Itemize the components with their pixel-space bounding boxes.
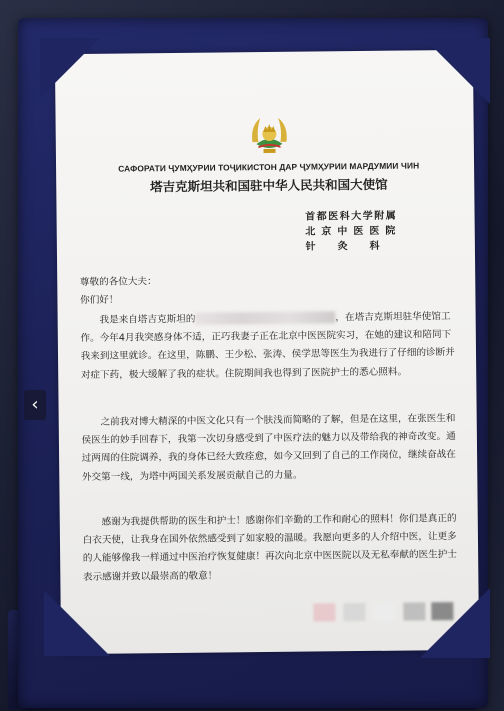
letter-paragraph: 之前我对博大精深的中医文化只有一个肤浅而简略的了解，但是在这里，在张医生和侯医生的妙手回春下，我第一次切身感受到了中医疗法的魅力以及带给我的神奇改变。通过两周的住院调养，我的身体已经大致痊愈，如今又回到了自己的工作岗位，继续奋战在外交第一线，为塔中两国关系发展贡献自己的力量。 xyxy=(81,413,456,483)
greeting: 你们好！ xyxy=(80,294,119,306)
tajikistan-emblem-icon xyxy=(246,112,292,156)
redacted-name xyxy=(195,311,335,324)
chevron-left-icon[interactable]: ‹ xyxy=(24,390,46,420)
recipient-line: 北京中医医院 xyxy=(305,225,402,238)
embassy-header-chinese: 塔吉克斯坦共和国驻中华人民共和国大使馆 xyxy=(150,176,388,195)
recipient-block xyxy=(305,208,465,255)
letter-paragraph xyxy=(80,308,461,385)
recipient-line: 针灸科 xyxy=(305,240,402,253)
redacted-signature xyxy=(313,598,463,628)
paragraph-text: ，在塔吉克斯坦驻华使馆工作。今年4月我突感身体不适，正巧我妻子正在北京中医医院实习，在她的建议和陪同下我来到这里就诊。在这里，陈鹏、王少松、张涛、侯学思等医生为我进行了仔细的诊断并对症下药，极大缓解了我的症状。住院期间我也得到了医院护士的悉心照料。 xyxy=(80,311,455,381)
folder-corner-top-left xyxy=(40,38,100,98)
embassy-header-russian: САФОРАТИ ҶУМҲУРИИ ТОҶИКИСТОН ДАР ҶУМҲУРИИ МАРДУМИИ ЧИН xyxy=(118,160,420,174)
recipient-line: 首都医科大学附属 xyxy=(305,210,398,223)
letter-paragraph: 感谢为我提供帮助的医生和护士！感谢你们辛勤的工作和耐心的照料！你们是真正的白衣天使，让我身在国外依然感受到了如家般的温暖。我愿向更多的人介绍中医，让更多的人能够像我一样通过中医治疗恢复健康！再次向北京中医医院以及无私奉献的医生护士表示感谢并致以最崇高的敬意！ xyxy=(82,513,457,583)
paragraph-text: 我是来自塔吉克斯坦的 xyxy=(99,313,196,326)
salutation: 尊敬的各位大夫： xyxy=(79,276,157,288)
folder-corner-bottom-left xyxy=(44,590,110,656)
folder-corner-top-right xyxy=(424,38,490,104)
